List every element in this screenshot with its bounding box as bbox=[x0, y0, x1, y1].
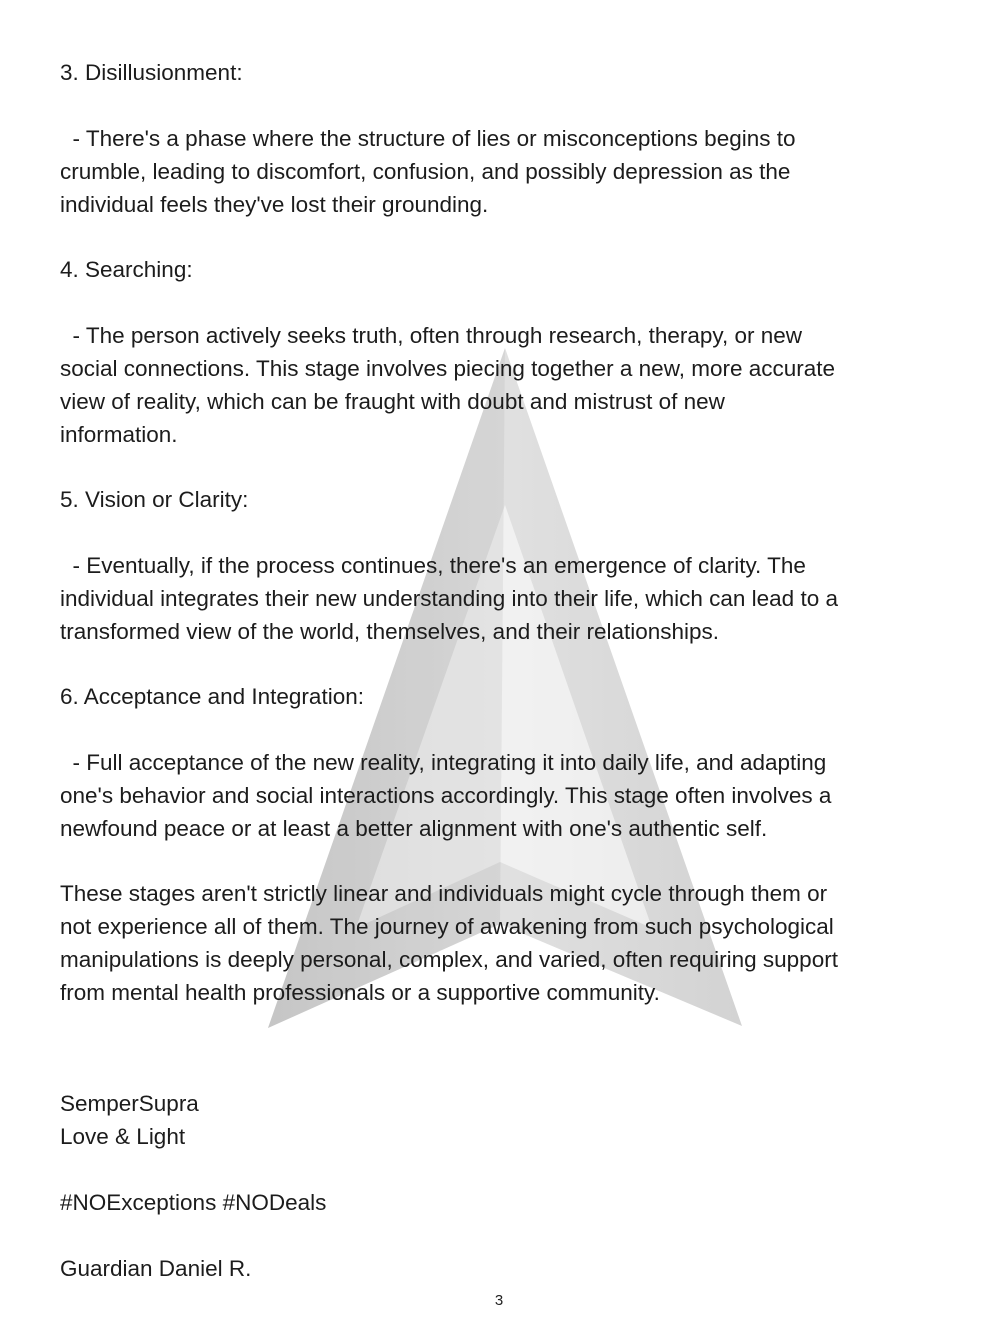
section-searching bbox=[60, 253, 940, 451]
paragraph-line: transformed view of the world, themselves, and their relationships. bbox=[60, 619, 720, 644]
section-heading: 5. Vision or Clarity: bbox=[60, 487, 249, 512]
paragraph-line: individual integrates their new understanding into their life, which can lead to a bbox=[60, 586, 838, 611]
signature-block bbox=[60, 1087, 940, 1153]
section-paragraph bbox=[60, 549, 940, 648]
signature-tagline: Love & Light bbox=[60, 1124, 186, 1149]
paragraph-line: view of reality, which can be fraught with doubt and mistrust of new bbox=[60, 389, 725, 414]
closing-paragraph bbox=[60, 877, 940, 1009]
paragraph-line: - Full acceptance of the new reality, integrating it into daily life, and adapting bbox=[60, 750, 827, 775]
paragraph-line: not experience all of them. The journey of awakening from such psychological bbox=[60, 914, 834, 939]
section-paragraph bbox=[60, 746, 940, 845]
paragraph-line: These stages aren't strictly linear and individuals might cycle through them or bbox=[60, 881, 828, 906]
page-number: 3 bbox=[494, 1292, 504, 1309]
hashtags: #NOExceptions #NODeals bbox=[60, 1190, 327, 1215]
section-vision-or-clarity bbox=[60, 483, 940, 648]
section-heading: 6. Acceptance and Integration: bbox=[60, 684, 364, 709]
paragraph-line: one's behavior and social interactions accordingly. This stage often involves a bbox=[60, 783, 832, 808]
paragraph-line: crumble, leading to discomfort, confusion, and possibly depression as the bbox=[60, 159, 791, 184]
paragraph-line: individual feels they've lost their grounding. bbox=[60, 192, 489, 217]
author-block bbox=[60, 1252, 940, 1285]
document-body bbox=[60, 56, 940, 1285]
section-paragraph bbox=[60, 319, 940, 451]
paragraph-line: - The person actively seeks truth, often through research, therapy, or new bbox=[60, 323, 803, 348]
section-paragraph bbox=[60, 122, 940, 221]
section-disillusionment bbox=[60, 56, 940, 221]
paragraph-line: - There's a phase where the structure of lies or misconceptions begins to bbox=[60, 126, 796, 151]
author-name: Guardian Daniel R. bbox=[60, 1256, 252, 1281]
section-heading: 4. Searching: bbox=[60, 257, 193, 282]
paragraph-line: - Eventually, if the process continues, there's an emergence of clarity. The bbox=[60, 553, 806, 578]
section-heading: 3. Disillusionment: bbox=[60, 60, 243, 85]
hashtags-block bbox=[60, 1186, 940, 1219]
signature-name: SemperSupra bbox=[60, 1091, 199, 1116]
section-acceptance-and-integration bbox=[60, 680, 940, 845]
paragraph-line: social connections. This stage involves piecing together a new, more accurate bbox=[60, 356, 836, 381]
paragraph-line: manipulations is deeply personal, complex, and varied, often requiring support bbox=[60, 947, 838, 972]
paragraph-line: from mental health professionals or a supportive community. bbox=[60, 980, 660, 1005]
paragraph-line: information. bbox=[60, 422, 178, 447]
paragraph-line: newfound peace or at least a better alignment with one's authentic self. bbox=[60, 816, 768, 841]
